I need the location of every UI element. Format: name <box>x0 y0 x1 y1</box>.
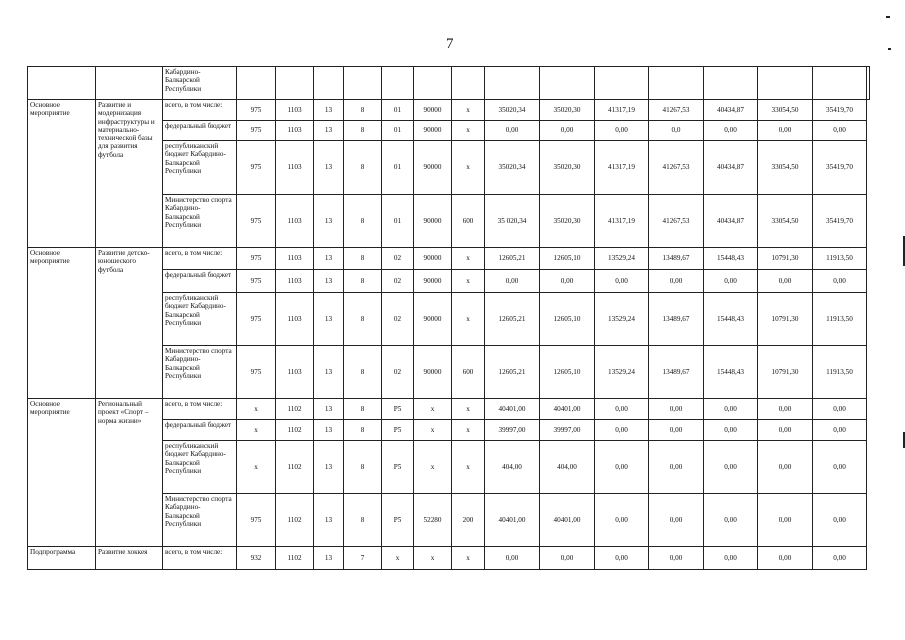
funding-source-cell: Министерство спорта Кабардино-Балкарской Республики <box>163 195 237 248</box>
code-cell: 13 <box>314 441 344 494</box>
amount-cell: 35 020,34 <box>485 195 540 248</box>
amount-cell: 33054,50 <box>758 100 813 121</box>
amount-cell: 35020,30 <box>540 100 595 121</box>
code-cell: 90000 <box>414 195 452 248</box>
code-cell: 1102 <box>276 441 314 494</box>
code-cell: 600 <box>452 195 485 248</box>
amount-cell: 12605,10 <box>540 248 595 270</box>
code-cell: х <box>452 399 485 420</box>
code-cell: 1102 <box>276 494 314 547</box>
amount-cell: 0,00 <box>704 121 758 141</box>
amount-cell: 0,00 <box>758 270 813 293</box>
scan-mark <box>888 48 891 50</box>
code-cell: 1103 <box>276 141 314 195</box>
code-cell <box>382 67 414 100</box>
code-cell: 1103 <box>276 195 314 248</box>
code-cell: 932 <box>237 547 276 570</box>
amount-cell: 12605,21 <box>485 248 540 270</box>
amount-cell: 40434,87 <box>704 100 758 121</box>
code-cell: 01 <box>382 141 414 195</box>
code-cell <box>414 67 452 100</box>
amount-cell <box>758 67 813 100</box>
amount-cell: 35020,30 <box>540 195 595 248</box>
code-cell: 13 <box>314 346 344 399</box>
amount-cell: 12605,21 <box>485 346 540 399</box>
code-cell: 200 <box>452 494 485 547</box>
code-cell: 13 <box>314 270 344 293</box>
amount-cell: 0,00 <box>649 420 704 441</box>
code-cell: 975 <box>237 270 276 293</box>
amount-cell: 0,00 <box>595 121 649 141</box>
code-cell: х <box>237 399 276 420</box>
amount-cell: 0,00 <box>813 494 867 547</box>
amount-cell: 39997,00 <box>540 420 595 441</box>
amount-cell: 0,00 <box>813 441 867 494</box>
amount-cell: 35419,70 <box>813 195 867 248</box>
code-cell: х <box>452 248 485 270</box>
amount-cell: 0,00 <box>813 399 867 420</box>
amount-cell: 35020,30 <box>540 141 595 195</box>
code-cell: 8 <box>344 270 382 293</box>
amount-cell: 40401,00 <box>540 494 595 547</box>
amount-cell: 0,00 <box>485 121 540 141</box>
amount-cell <box>813 67 867 100</box>
event-name-cell: Развитие хоккея <box>96 547 163 570</box>
amount-cell: 404,00 <box>485 441 540 494</box>
code-cell: х <box>452 121 485 141</box>
amount-cell: 0,00 <box>813 420 867 441</box>
amount-cell: 39997,00 <box>485 420 540 441</box>
code-cell: 1103 <box>276 346 314 399</box>
code-cell: 02 <box>382 248 414 270</box>
code-cell: 1102 <box>276 399 314 420</box>
code-cell: 90000 <box>414 121 452 141</box>
status-cell: Основное мероприятие <box>28 248 96 399</box>
code-cell: 1102 <box>276 420 314 441</box>
funding-source-cell: всего, в том числе: <box>163 547 237 570</box>
code-cell: 8 <box>344 248 382 270</box>
event-name-cell: Региональный проект «Спорт – норма жизни» <box>96 399 163 547</box>
amount-cell: 13489,67 <box>649 293 704 346</box>
amount-cell: 0,00 <box>595 441 649 494</box>
code-cell: 01 <box>382 100 414 121</box>
code-cell: 13 <box>314 248 344 270</box>
code-cell: 90000 <box>414 141 452 195</box>
amount-cell: 10791,30 <box>758 293 813 346</box>
code-cell: 975 <box>237 293 276 346</box>
amount-cell <box>704 67 758 100</box>
code-cell: 8 <box>344 399 382 420</box>
table-body <box>28 67 870 570</box>
amount-cell: 0,00 <box>485 547 540 570</box>
amount-cell: 41317,19 <box>595 141 649 195</box>
amount-cell: 0,00 <box>704 547 758 570</box>
amount-cell: 0,00 <box>540 121 595 141</box>
budget-table <box>27 66 870 570</box>
funding-source-cell: всего, в том числе: <box>163 248 237 270</box>
amount-cell: 40401,00 <box>485 399 540 420</box>
code-cell: P5 <box>382 494 414 547</box>
amount-cell: 404,00 <box>540 441 595 494</box>
code-cell <box>237 67 276 100</box>
amount-cell: 0,00 <box>704 270 758 293</box>
code-cell: 02 <box>382 346 414 399</box>
amount-cell: 10791,30 <box>758 248 813 270</box>
table-row <box>28 399 870 420</box>
funding-source-cell: Министерство спорта Кабардино-Балкарской Республики <box>163 494 237 547</box>
event-name-cell <box>96 67 163 100</box>
code-cell: 8 <box>344 121 382 141</box>
code-cell: х <box>452 420 485 441</box>
amount-cell: 40434,87 <box>704 195 758 248</box>
code-cell: 90000 <box>414 270 452 293</box>
amount-cell: 12605,10 <box>540 293 595 346</box>
amount-cell <box>649 67 704 100</box>
amount-cell: 41267,53 <box>649 100 704 121</box>
status-cell: Основное мероприятие <box>28 399 96 547</box>
code-cell: х <box>452 441 485 494</box>
code-cell: 7 <box>344 547 382 570</box>
code-cell: х <box>452 270 485 293</box>
amount-cell: 0,00 <box>649 547 704 570</box>
amount-cell: 13529,24 <box>595 248 649 270</box>
code-cell: 8 <box>344 195 382 248</box>
code-cell: P5 <box>382 420 414 441</box>
code-cell: P5 <box>382 399 414 420</box>
amount-cell: 12605,10 <box>540 346 595 399</box>
amount-cell: 0,00 <box>813 121 867 141</box>
amount-cell: 0,00 <box>813 547 867 570</box>
amount-cell: 41267,53 <box>649 195 704 248</box>
code-cell: 975 <box>237 121 276 141</box>
code-cell: 975 <box>237 195 276 248</box>
amount-cell: 0,00 <box>704 441 758 494</box>
amount-cell: 0,00 <box>758 121 813 141</box>
amount-cell: 0,00 <box>704 494 758 547</box>
code-cell: 13 <box>314 195 344 248</box>
code-cell: х <box>414 420 452 441</box>
code-cell: 01 <box>382 195 414 248</box>
code-cell: х <box>452 141 485 195</box>
code-cell: х <box>414 399 452 420</box>
code-cell: 1103 <box>276 121 314 141</box>
code-cell: 8 <box>344 100 382 121</box>
amount-cell: 15448,43 <box>704 248 758 270</box>
code-cell: 975 <box>237 100 276 121</box>
scan-mark <box>886 16 890 18</box>
amount-cell: 33054,50 <box>758 141 813 195</box>
code-cell: 13 <box>314 141 344 195</box>
amount-cell: 0,00 <box>758 399 813 420</box>
amount-cell: 35020,34 <box>485 100 540 121</box>
amount-cell: 0,00 <box>704 399 758 420</box>
funding-source-cell: федеральный бюджет <box>163 420 237 441</box>
code-cell: 13 <box>314 399 344 420</box>
status-cell: Основное мероприятие <box>28 100 96 248</box>
funding-source-cell: Кабардино-Балкарской Республики <box>163 67 237 100</box>
amount-cell: 33054,50 <box>758 195 813 248</box>
amount-cell: 0,00 <box>704 420 758 441</box>
amount-cell: 10791,30 <box>758 346 813 399</box>
code-cell: P5 <box>382 441 414 494</box>
amount-cell: 0,00 <box>595 270 649 293</box>
funding-source-cell: всего, в том числе: <box>163 100 237 121</box>
amount-cell: 0,0 <box>649 121 704 141</box>
amount-cell <box>595 67 649 100</box>
funding-source-cell: всего, в том числе: <box>163 399 237 420</box>
table-row <box>28 67 870 100</box>
amount-cell: 41267,53 <box>649 141 704 195</box>
code-cell: 600 <box>452 346 485 399</box>
code-cell: 975 <box>237 141 276 195</box>
amount-cell <box>540 67 595 100</box>
amount-cell: 11913,50 <box>813 346 867 399</box>
funding-source-cell: республиканский бюджет Кабардино-Балкарской Республики <box>163 141 237 195</box>
amount-cell: 41317,19 <box>595 195 649 248</box>
code-cell <box>314 67 344 100</box>
code-cell: 975 <box>237 248 276 270</box>
code-cell: 13 <box>314 547 344 570</box>
amount-cell: 11913,50 <box>813 248 867 270</box>
amount-cell: 0,00 <box>649 399 704 420</box>
amount-cell: 0,00 <box>540 547 595 570</box>
code-cell: х <box>414 547 452 570</box>
amount-cell: 0,00 <box>649 441 704 494</box>
amount-cell: 0,00 <box>813 270 867 293</box>
code-cell: х <box>414 441 452 494</box>
code-cell: 8 <box>344 441 382 494</box>
amount-cell: 13529,24 <box>595 293 649 346</box>
code-cell: 13 <box>314 121 344 141</box>
code-cell: 1103 <box>276 248 314 270</box>
amount-cell: 40401,00 <box>485 494 540 547</box>
code-cell: х <box>237 441 276 494</box>
amount-cell: 12605,21 <box>485 293 540 346</box>
amount-cell: 0,00 <box>595 494 649 547</box>
code-cell: 975 <box>237 494 276 547</box>
event-name-cell: Развитие и модернизация инфраструктуры и материально-технической базы для развития футбола <box>96 100 163 248</box>
amount-cell: 40401,00 <box>540 399 595 420</box>
funding-source-cell: федеральный бюджет <box>163 121 237 141</box>
amount-cell: 35419,70 <box>813 100 867 121</box>
code-cell: 90000 <box>414 248 452 270</box>
amount-cell <box>485 67 540 100</box>
code-cell: 13 <box>314 100 344 121</box>
code-cell: 13 <box>314 293 344 346</box>
amount-cell <box>867 67 870 100</box>
code-cell: х <box>382 547 414 570</box>
amount-cell: 35419,70 <box>813 141 867 195</box>
amount-cell: 13529,24 <box>595 346 649 399</box>
code-cell: 13 <box>314 420 344 441</box>
code-cell: 02 <box>382 293 414 346</box>
amount-cell: 11913,50 <box>813 293 867 346</box>
amount-cell: 13489,67 <box>649 248 704 270</box>
funding-source-cell: Министерство спорта Кабардино-Балкарской Республики <box>163 346 237 399</box>
code-cell: 1103 <box>276 293 314 346</box>
amount-cell: 0,00 <box>649 270 704 293</box>
amount-cell: 15448,43 <box>704 293 758 346</box>
code-cell: х <box>452 100 485 121</box>
code-cell: 8 <box>344 494 382 547</box>
amount-cell: 0,00 <box>649 494 704 547</box>
code-cell: 1102 <box>276 547 314 570</box>
amount-cell: 41317,19 <box>595 100 649 121</box>
amount-cell: 0,00 <box>595 399 649 420</box>
amount-cell: 0,00 <box>595 420 649 441</box>
code-cell: х <box>452 547 485 570</box>
table-row <box>28 100 870 121</box>
code-cell: 90000 <box>414 293 452 346</box>
code-cell <box>452 67 485 100</box>
code-cell: х <box>237 420 276 441</box>
code-cell: 8 <box>344 346 382 399</box>
code-cell: 8 <box>344 293 382 346</box>
code-cell: 975 <box>237 346 276 399</box>
amount-cell: 0,00 <box>758 420 813 441</box>
amount-cell: 0,00 <box>540 270 595 293</box>
code-cell: 8 <box>344 141 382 195</box>
amount-cell: 0,00 <box>485 270 540 293</box>
code-cell: 90000 <box>414 100 452 121</box>
page-number: 7 <box>446 36 454 52</box>
code-cell: 01 <box>382 121 414 141</box>
amount-cell: 40434,87 <box>704 141 758 195</box>
amount-cell: 0,00 <box>758 494 813 547</box>
status-cell <box>28 67 96 100</box>
code-cell: 02 <box>382 270 414 293</box>
code-cell: 52280 <box>414 494 452 547</box>
amount-cell: 15448,43 <box>704 346 758 399</box>
amount-cell: 35020,34 <box>485 141 540 195</box>
code-cell: 13 <box>314 494 344 547</box>
code-cell <box>276 67 314 100</box>
amount-cell: 0,00 <box>758 547 813 570</box>
table-row <box>28 248 870 270</box>
event-name-cell: Развитие детско-юношеского футбола <box>96 248 163 399</box>
amount-cell: 13489,67 <box>649 346 704 399</box>
status-cell: Подпрограмма <box>28 547 96 570</box>
funding-source-cell: республиканский бюджет Кабардино-Балкарской Республики <box>163 293 237 346</box>
code-cell: 1103 <box>276 100 314 121</box>
code-cell <box>344 67 382 100</box>
code-cell: х <box>452 293 485 346</box>
code-cell: 1103 <box>276 270 314 293</box>
table-row <box>28 547 870 570</box>
funding-source-cell: федеральный бюджет <box>163 270 237 293</box>
code-cell: 8 <box>344 420 382 441</box>
code-cell: 90000 <box>414 346 452 399</box>
funding-source-cell: республиканский бюджет Кабардино-Балкарской Республики <box>163 441 237 494</box>
amount-cell: 0,00 <box>595 547 649 570</box>
amount-cell: 0,00 <box>758 441 813 494</box>
